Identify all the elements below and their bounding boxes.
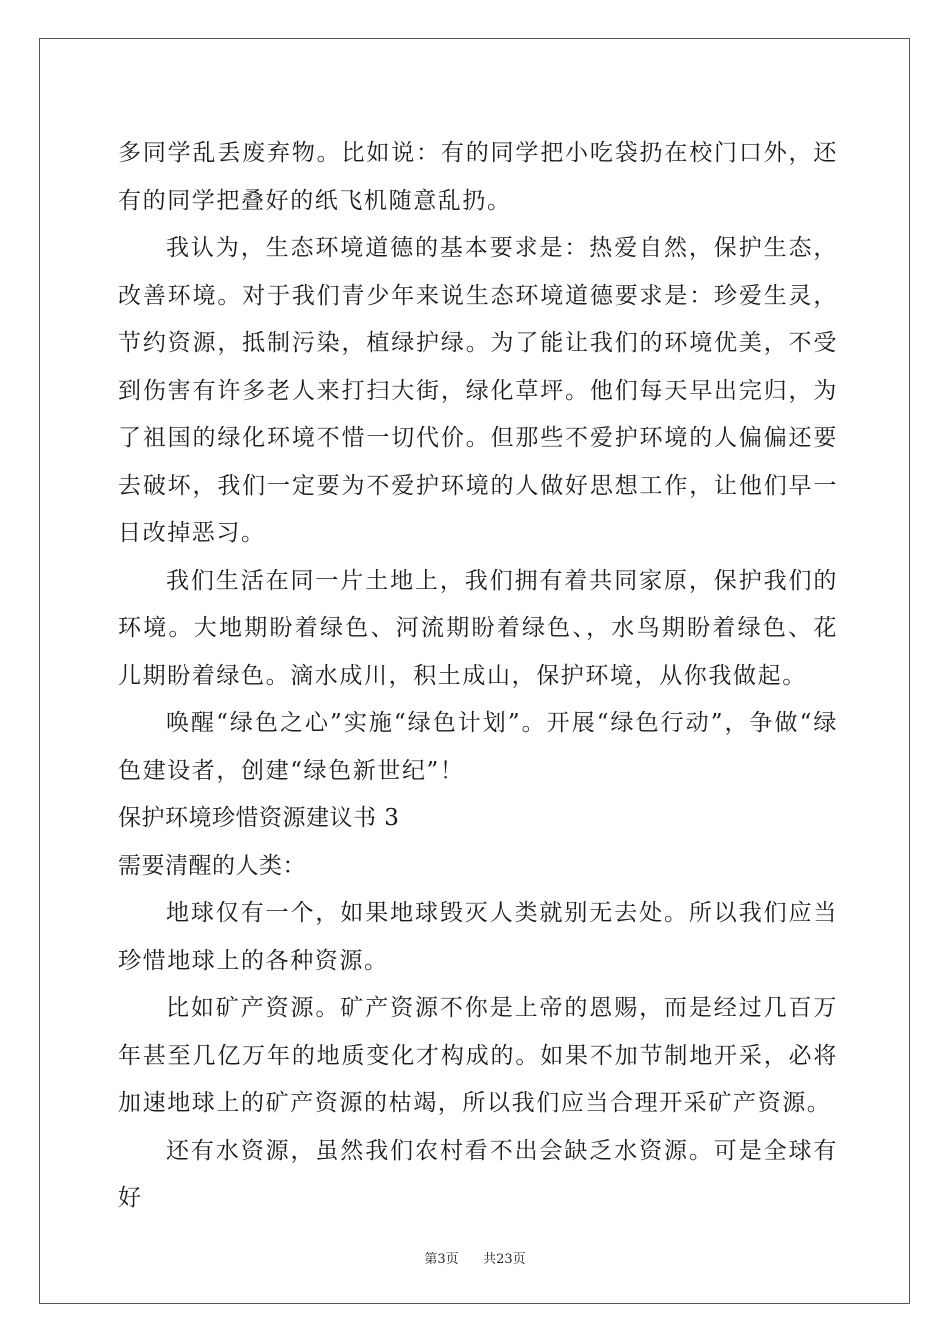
current-page-number: 第3页 bbox=[424, 1252, 459, 1267]
paragraph-4: 唤醒“绿色之心”实施“绿色计划”。开展“绿色行动”，争做“绿色建设者，创建“绿色新世纪”！ bbox=[118, 710, 838, 784]
page-footer bbox=[0, 1248, 950, 1267]
paragraph-7: 还有水资源，虽然我们农村看不出会缺乏水资源。可是全球有好 bbox=[118, 1137, 838, 1211]
document-body bbox=[118, 130, 838, 1223]
total-pages: 共23页 bbox=[483, 1252, 526, 1267]
section-title: 保护环境珍惜资源建议书 3 bbox=[118, 805, 400, 831]
paragraph-6: 比如矿产资源。矿产资源不你是上帝的恩赐，而是经过几百万年甚至几亿万年的地质变化才构成的。如果不加节制地开采，必将加速地球上的矿产资源的枯竭，所以我们应当合理开采矿产资源。 bbox=[118, 995, 838, 1116]
salutation: 需要清醒的人类： bbox=[118, 852, 306, 879]
paragraph-5: 地球仅有一个，如果地球毁灭人类就别无去处。所以我们应当珍惜地球上的各种资源。 bbox=[118, 900, 838, 974]
paragraph-3: 我们生活在同一片土地上，我们拥有着共同家原，保护我们的环境。大地期盼着绿色、河流期盼着绿色、，水鸟期盼着绿色、花儿期盼着绿色。滴水成川，积土成山，保护环境，从你我做起。 bbox=[118, 567, 838, 689]
paragraph-1: 多同学乱丢废弃物。比如说：有的同学把小吃袋扔在校门口外，还有的同学把叠好的纸飞机随意乱扔。 bbox=[118, 140, 838, 214]
paragraph-2: 我认为，生态环境道德的基本要求是：热爱自然，保护生态，改善环境。对于我们青少年来说生态环境道德要求是：珍爱生灵，节约资源，抵制污染，植绿护绿。为了能让我们的环境优美，不受到伤害有许多老人来打扫大街，绿化草坪。他们每天早出完归，为了祖国的绿化环境不惜一切代价。但那些不爱护环境的人偏偏还要去破坏，我们一定要为不爱护环境的人做好思想工作，让他们早一日改掉恶习。 bbox=[118, 235, 838, 546]
